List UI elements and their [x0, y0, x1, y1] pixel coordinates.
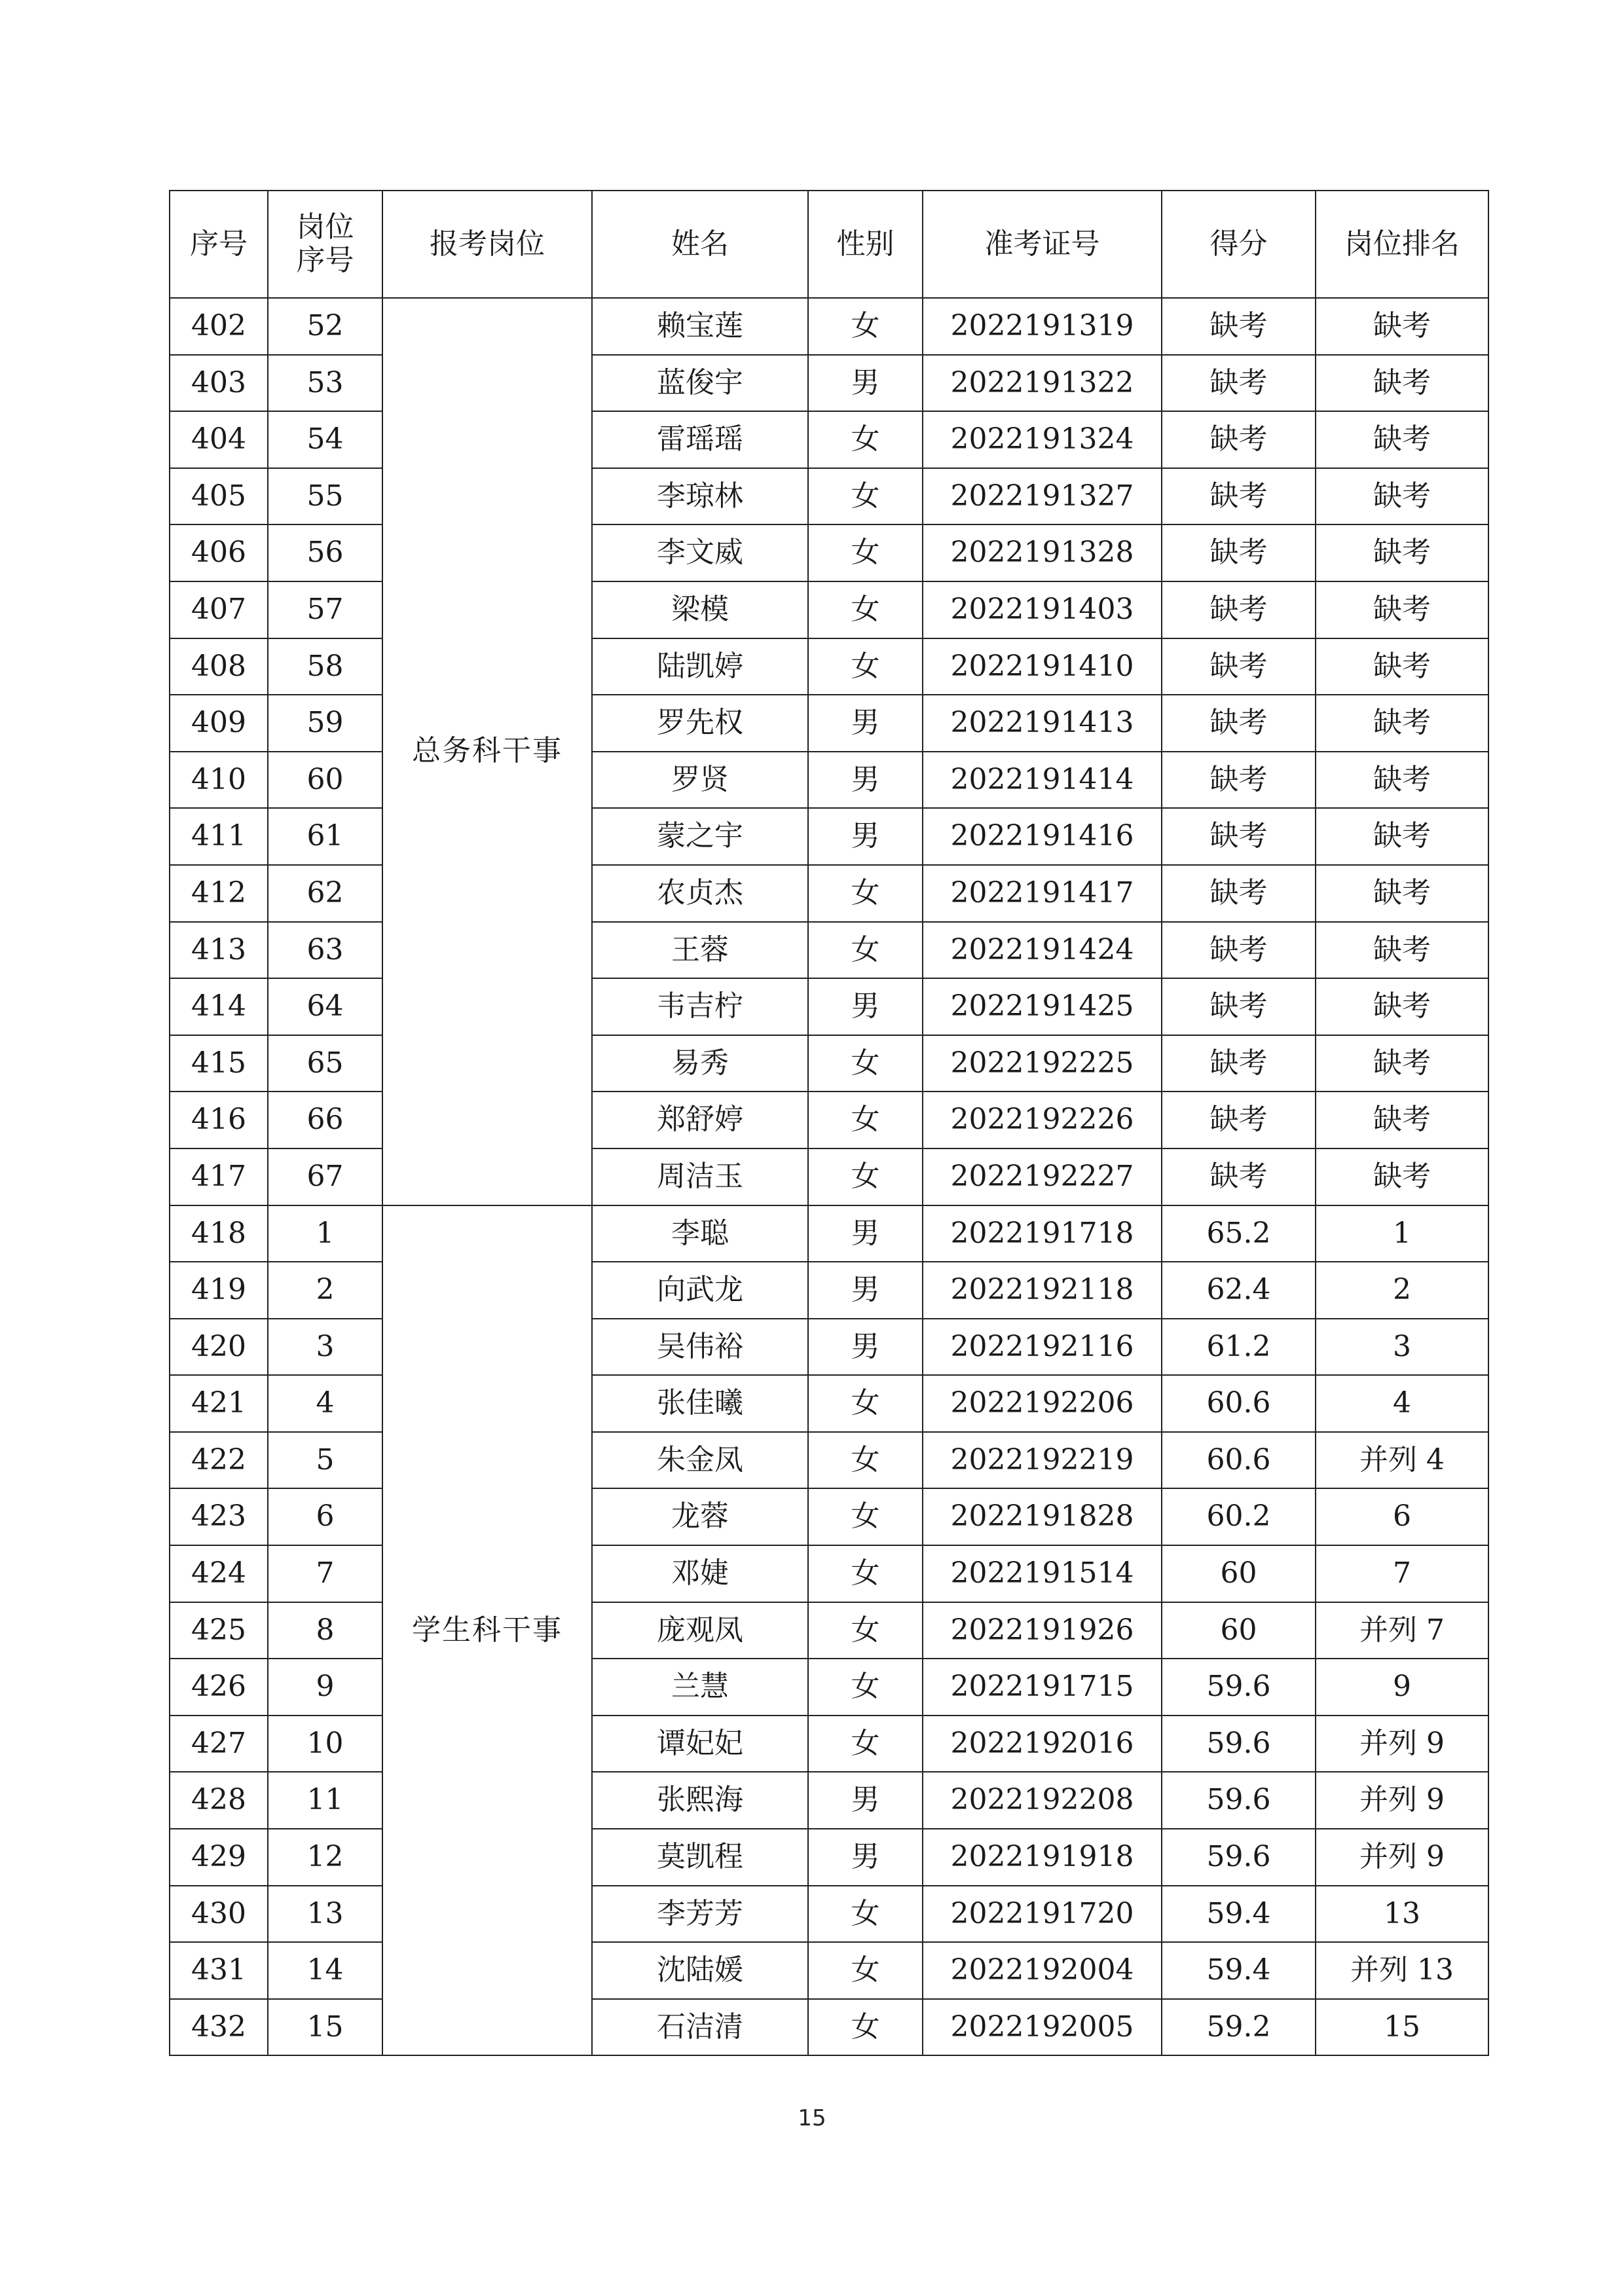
post-seq-cell: 7 [268, 1545, 382, 1602]
score-cell: 缺考 [1162, 581, 1316, 638]
name-cell: 龙蓉 [592, 1488, 808, 1545]
table-body [170, 298, 1488, 2055]
post-seq-cell: 15 [268, 1999, 382, 2056]
gender-cell: 男 [808, 1829, 923, 1886]
rank-cell: 缺考 [1316, 638, 1488, 695]
exam-id-cell: 2022192118 [923, 1262, 1162, 1319]
score-cell: 缺考 [1162, 1035, 1316, 1092]
name-cell: 郑舒婷 [592, 1092, 808, 1148]
post-seq-cell: 8 [268, 1602, 382, 1659]
exam-id-cell: 2022192225 [923, 1035, 1162, 1092]
score-cell: 60.2 [1162, 1488, 1316, 1545]
gender-cell: 女 [808, 1092, 923, 1148]
rank-cell: 缺考 [1316, 468, 1488, 525]
name-cell: 庞观凤 [592, 1602, 808, 1659]
seq-cell: 413 [170, 922, 268, 979]
gender-cell: 女 [808, 865, 923, 922]
gender-cell: 男 [808, 355, 923, 412]
rank-cell: 缺考 [1316, 1035, 1488, 1092]
post-seq-cell: 2 [268, 1262, 382, 1319]
table-row [170, 1545, 1488, 1602]
seq-cell: 405 [170, 468, 268, 525]
exam-id-cell: 2022191324 [923, 411, 1162, 468]
exam-id-cell: 2022191403 [923, 581, 1162, 638]
header-exam-id: 准考证号 [923, 191, 1162, 298]
table-row [170, 808, 1488, 865]
exam-id-cell: 2022191424 [923, 922, 1162, 979]
table-row [170, 1488, 1488, 1545]
rank-cell: 1 [1316, 1205, 1488, 1262]
exam-id-cell: 2022191828 [923, 1488, 1162, 1545]
post-seq-cell: 59 [268, 695, 382, 752]
table-row [170, 1205, 1488, 1262]
score-cell: 缺考 [1162, 865, 1316, 922]
score-cell: 60 [1162, 1602, 1316, 1659]
seq-cell: 432 [170, 1999, 268, 2056]
seq-cell: 431 [170, 1942, 268, 1999]
score-cell: 59.6 [1162, 1772, 1316, 1829]
rank-cell: 6 [1316, 1488, 1488, 1545]
gender-cell: 男 [808, 695, 923, 752]
gender-cell: 男 [808, 1205, 923, 1262]
rank-cell: 缺考 [1316, 1092, 1488, 1148]
seq-cell: 417 [170, 1148, 268, 1205]
seq-cell: 424 [170, 1545, 268, 1602]
name-cell: 罗先权 [592, 695, 808, 752]
name-cell: 张熙海 [592, 1772, 808, 1829]
exam-id-cell: 2022192219 [923, 1432, 1162, 1489]
rank-cell: 2 [1316, 1262, 1488, 1319]
post-seq-cell: 13 [268, 1886, 382, 1943]
table-row [170, 1432, 1488, 1489]
post-cell: 学生科干事 [382, 1205, 592, 2056]
table-row [170, 1035, 1488, 1092]
table-row [170, 1999, 1488, 2056]
table-row [170, 1772, 1488, 1829]
gender-cell: 男 [808, 978, 923, 1035]
exam-id-cell: 2022192206 [923, 1375, 1162, 1432]
gender-cell: 女 [808, 1659, 923, 1716]
table-row [170, 355, 1488, 412]
exam-id-cell: 2022191414 [923, 752, 1162, 809]
gender-cell: 女 [808, 298, 923, 355]
rank-cell: 并列 9 [1316, 1772, 1488, 1829]
header-name: 姓名 [592, 191, 808, 298]
exam-id-cell: 2022192208 [923, 1772, 1162, 1829]
exam-id-cell: 2022191416 [923, 808, 1162, 865]
table-row [170, 1602, 1488, 1659]
score-table [169, 190, 1489, 2056]
rank-cell: 缺考 [1316, 411, 1488, 468]
table-row [170, 1886, 1488, 1943]
post-seq-cell: 52 [268, 298, 382, 355]
seq-cell: 425 [170, 1602, 268, 1659]
table-row [170, 638, 1488, 695]
gender-cell: 女 [808, 922, 923, 979]
exam-id-cell: 2022192016 [923, 1716, 1162, 1772]
exam-id-cell: 2022191918 [923, 1829, 1162, 1886]
table-row [170, 1092, 1488, 1148]
name-cell: 雷瑶瑶 [592, 411, 808, 468]
score-cell: 60.6 [1162, 1432, 1316, 1489]
rank-cell: 缺考 [1316, 978, 1488, 1035]
rank-cell: 4 [1316, 1375, 1488, 1432]
name-cell: 易秀 [592, 1035, 808, 1092]
name-cell: 沈陆媛 [592, 1942, 808, 1999]
post-seq-cell: 3 [268, 1319, 382, 1376]
gender-cell: 女 [808, 1035, 923, 1092]
gender-cell: 女 [808, 1375, 923, 1432]
gender-cell: 女 [808, 1602, 923, 1659]
score-cell: 缺考 [1162, 638, 1316, 695]
seq-cell: 421 [170, 1375, 268, 1432]
score-cell: 61.2 [1162, 1319, 1316, 1376]
name-cell: 向武龙 [592, 1262, 808, 1319]
name-cell: 吴伟裕 [592, 1319, 808, 1376]
post-seq-cell: 65 [268, 1035, 382, 1092]
seq-cell: 422 [170, 1432, 268, 1489]
seq-cell: 429 [170, 1829, 268, 1886]
rank-cell: 3 [1316, 1319, 1488, 1376]
name-cell: 朱金凤 [592, 1432, 808, 1489]
rank-cell: 缺考 [1316, 355, 1488, 412]
name-cell: 陆凯婷 [592, 638, 808, 695]
score-cell: 60 [1162, 1545, 1316, 1602]
exam-id-cell: 2022191319 [923, 298, 1162, 355]
seq-cell: 411 [170, 808, 268, 865]
exam-id-cell: 2022191327 [923, 468, 1162, 525]
gender-cell: 男 [808, 808, 923, 865]
score-cell: 缺考 [1162, 752, 1316, 809]
post-seq-cell: 12 [268, 1829, 382, 1886]
rank-cell: 7 [1316, 1545, 1488, 1602]
header-post: 报考岗位 [382, 191, 592, 298]
post-seq-cell: 61 [268, 808, 382, 865]
post-seq-cell: 53 [268, 355, 382, 412]
score-cell: 缺考 [1162, 298, 1316, 355]
rank-cell: 缺考 [1316, 922, 1488, 979]
table-row [170, 411, 1488, 468]
table-row [170, 1375, 1488, 1432]
score-cell: 59.4 [1162, 1942, 1316, 1999]
seq-cell: 418 [170, 1205, 268, 1262]
seq-cell: 416 [170, 1092, 268, 1148]
seq-cell: 410 [170, 752, 268, 809]
post-seq-cell: 62 [268, 865, 382, 922]
page-number: 15 [798, 2105, 826, 2131]
header-seq: 序号 [170, 191, 268, 298]
rank-cell: 并列 9 [1316, 1716, 1488, 1772]
table-row [170, 1659, 1488, 1716]
rank-cell: 缺考 [1316, 1148, 1488, 1205]
exam-id-cell: 2022191328 [923, 524, 1162, 581]
post-seq-cell: 1 [268, 1205, 382, 1262]
table-row [170, 695, 1488, 752]
name-cell: 农贞杰 [592, 865, 808, 922]
table-row [170, 1262, 1488, 1319]
table-row [170, 524, 1488, 581]
rank-cell: 缺考 [1316, 865, 1488, 922]
post-seq-cell: 9 [268, 1659, 382, 1716]
seq-cell: 420 [170, 1319, 268, 1376]
rank-cell: 并列 7 [1316, 1602, 1488, 1659]
table-row [170, 978, 1488, 1035]
table-row [170, 1148, 1488, 1205]
score-cell: 缺考 [1162, 355, 1316, 412]
exam-id-cell: 2022191417 [923, 865, 1162, 922]
score-cell: 缺考 [1162, 695, 1316, 752]
post-seq-cell: 63 [268, 922, 382, 979]
rank-cell: 缺考 [1316, 298, 1488, 355]
exam-id-cell: 2022192226 [923, 1092, 1162, 1148]
name-cell: 梁模 [592, 581, 808, 638]
gender-cell: 女 [808, 1886, 923, 1943]
post-seq-cell: 56 [268, 524, 382, 581]
post-seq-cell: 11 [268, 1772, 382, 1829]
gender-cell: 女 [808, 468, 923, 525]
score-cell: 59.6 [1162, 1659, 1316, 1716]
name-cell: 石洁清 [592, 1999, 808, 2056]
seq-cell: 414 [170, 978, 268, 1035]
name-cell: 赖宝莲 [592, 298, 808, 355]
rank-cell: 缺考 [1316, 808, 1488, 865]
post-seq-cell: 14 [268, 1942, 382, 1999]
name-cell: 邓婕 [592, 1545, 808, 1602]
table-row [170, 468, 1488, 525]
gender-cell: 女 [808, 1488, 923, 1545]
name-cell: 李聪 [592, 1205, 808, 1262]
score-cell: 缺考 [1162, 524, 1316, 581]
exam-id-cell: 2022192227 [923, 1148, 1162, 1205]
rank-cell: 15 [1316, 1999, 1488, 2056]
post-seq-cell: 60 [268, 752, 382, 809]
gender-cell: 女 [808, 638, 923, 695]
exam-id-cell: 2022191926 [923, 1602, 1162, 1659]
seq-cell: 426 [170, 1659, 268, 1716]
score-cell: 65.2 [1162, 1205, 1316, 1262]
table-row [170, 1829, 1488, 1886]
post-seq-cell: 57 [268, 581, 382, 638]
name-cell: 蓝俊宇 [592, 355, 808, 412]
table-row [170, 298, 1488, 355]
name-cell: 李芳芳 [592, 1886, 808, 1943]
seq-cell: 407 [170, 581, 268, 638]
score-cell: 缺考 [1162, 1148, 1316, 1205]
score-cell: 缺考 [1162, 1092, 1316, 1148]
seq-cell: 428 [170, 1772, 268, 1829]
exam-id-cell: 2022191410 [923, 638, 1162, 695]
name-cell: 罗贤 [592, 752, 808, 809]
exam-id-cell: 2022191413 [923, 695, 1162, 752]
name-cell: 蒙之宇 [592, 808, 808, 865]
name-cell: 张佳曦 [592, 1375, 808, 1432]
post-seq-cell: 4 [268, 1375, 382, 1432]
rank-cell: 缺考 [1316, 752, 1488, 809]
seq-cell: 406 [170, 524, 268, 581]
exam-id-cell: 2022191425 [923, 978, 1162, 1035]
name-cell: 兰慧 [592, 1659, 808, 1716]
gender-cell: 男 [808, 1772, 923, 1829]
seq-cell: 423 [170, 1488, 268, 1545]
exam-id-cell: 2022192116 [923, 1319, 1162, 1376]
rank-cell: 9 [1316, 1659, 1488, 1716]
seq-cell: 412 [170, 865, 268, 922]
table-row [170, 1942, 1488, 1999]
seq-cell: 408 [170, 638, 268, 695]
gender-cell: 女 [808, 581, 923, 638]
post-seq-cell: 66 [268, 1092, 382, 1148]
rank-cell: 缺考 [1316, 581, 1488, 638]
rank-cell: 缺考 [1316, 524, 1488, 581]
rank-cell: 并列 13 [1316, 1942, 1488, 1999]
rank-cell: 缺考 [1316, 695, 1488, 752]
header-gender: 性别 [808, 191, 923, 298]
header-rank: 岗位排名 [1316, 191, 1488, 298]
post-seq-cell: 64 [268, 978, 382, 1035]
gender-cell: 男 [808, 752, 923, 809]
score-cell: 缺考 [1162, 468, 1316, 525]
gender-cell: 女 [808, 1716, 923, 1772]
name-cell: 韦吉柠 [592, 978, 808, 1035]
rank-cell: 并列 9 [1316, 1829, 1488, 1886]
post-seq-cell: 58 [268, 638, 382, 695]
exam-id-cell: 2022191715 [923, 1659, 1162, 1716]
score-cell: 59.2 [1162, 1999, 1316, 2056]
post-seq-cell: 55 [268, 468, 382, 525]
score-cell: 59.4 [1162, 1886, 1316, 1943]
exam-id-cell: 2022191322 [923, 355, 1162, 412]
score-cell: 缺考 [1162, 922, 1316, 979]
table-row [170, 922, 1488, 979]
gender-cell: 男 [808, 1262, 923, 1319]
gender-cell: 女 [808, 524, 923, 581]
post-seq-cell: 5 [268, 1432, 382, 1489]
table-row [170, 1716, 1488, 1772]
gender-cell: 女 [808, 1999, 923, 2056]
rank-cell: 13 [1316, 1886, 1488, 1943]
name-cell: 莫凯程 [592, 1829, 808, 1886]
post-cell: 总务科干事 [382, 298, 592, 1205]
seq-cell: 415 [170, 1035, 268, 1092]
score-cell: 62.4 [1162, 1262, 1316, 1319]
header-row [170, 191, 1488, 298]
post-seq-cell: 6 [268, 1488, 382, 1545]
header-score: 得分 [1162, 191, 1316, 298]
table-row [170, 865, 1488, 922]
name-cell: 李文威 [592, 524, 808, 581]
table-row [170, 581, 1488, 638]
score-cell: 59.6 [1162, 1716, 1316, 1772]
post-seq-cell: 67 [268, 1148, 382, 1205]
exam-id-cell: 2022192004 [923, 1942, 1162, 1999]
exam-id-cell: 2022191720 [923, 1886, 1162, 1943]
gender-cell: 女 [808, 1148, 923, 1205]
gender-cell: 男 [808, 1319, 923, 1376]
seq-cell: 409 [170, 695, 268, 752]
exam-id-cell: 2022191514 [923, 1545, 1162, 1602]
name-cell: 谭妃妃 [592, 1716, 808, 1772]
gender-cell: 女 [808, 1545, 923, 1602]
score-cell: 缺考 [1162, 978, 1316, 1035]
table-row [170, 1319, 1488, 1376]
post-seq-cell: 54 [268, 411, 382, 468]
score-cell: 60.6 [1162, 1375, 1316, 1432]
seq-cell: 419 [170, 1262, 268, 1319]
post-seq-cell: 10 [268, 1716, 382, 1772]
gender-cell: 女 [808, 1942, 923, 1999]
name-cell: 周洁玉 [592, 1148, 808, 1205]
seq-cell: 404 [170, 411, 268, 468]
exam-id-cell: 2022192005 [923, 1999, 1162, 2056]
seq-cell: 430 [170, 1886, 268, 1943]
name-cell: 李琼林 [592, 468, 808, 525]
score-cell: 缺考 [1162, 808, 1316, 865]
score-cell: 缺考 [1162, 411, 1316, 468]
seq-cell: 403 [170, 355, 268, 412]
seq-cell: 402 [170, 298, 268, 355]
name-cell: 王蓉 [592, 922, 808, 979]
table-row [170, 752, 1488, 809]
seq-cell: 427 [170, 1716, 268, 1772]
gender-cell: 女 [808, 411, 923, 468]
exam-id-cell: 2022191718 [923, 1205, 1162, 1262]
header-post-seq: 岗位 序号 [268, 191, 382, 298]
gender-cell: 女 [808, 1432, 923, 1489]
rank-cell: 并列 4 [1316, 1432, 1488, 1489]
score-cell: 59.6 [1162, 1829, 1316, 1886]
